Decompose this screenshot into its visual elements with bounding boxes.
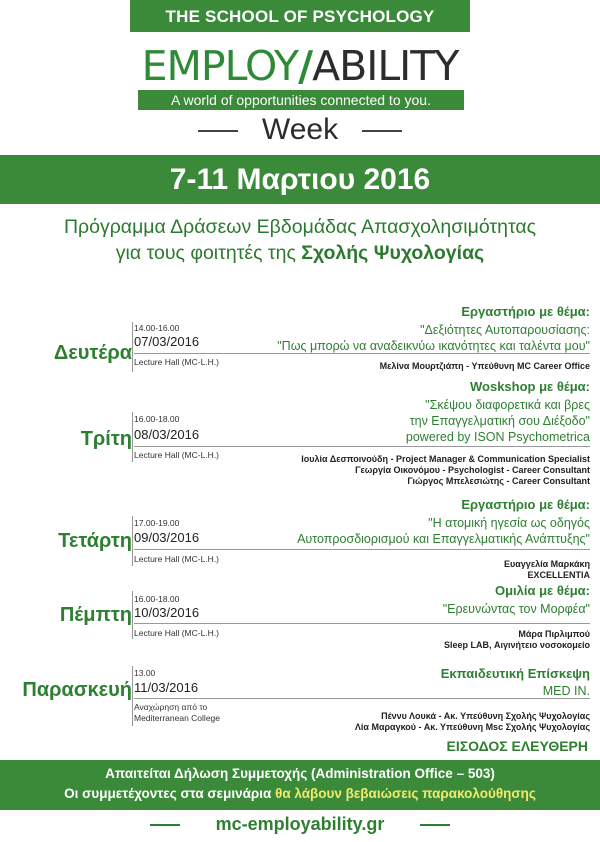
event-title-line: MED IN. <box>542 684 590 698</box>
event-details <box>297 497 590 581</box>
event-type: Εκπαιδευτική Επίσκεψη <box>440 666 590 681</box>
school-title: THE SCHOOL OF PSYCHOLOGY <box>130 0 470 32</box>
event-type: Εργαστήριο με θέμα: <box>461 304 590 319</box>
event-speaker: Γιώργος Μπελεσιώτης - Career Consultant <box>407 476 590 486</box>
event-type: Woskshop με θέμα: <box>469 379 590 394</box>
event-speaker: Sleep LAB, Αιγινήτειο νοσοκομείο <box>444 640 590 650</box>
logo-slash: / <box>298 42 313 90</box>
event-time: 16.00-18.00 <box>134 414 180 424</box>
subtitle-line2-prefix: για τους φοιτητές της <box>115 242 296 264</box>
website-row <box>0 812 600 836</box>
subtitle-line1: Πρόγραμμα Δράσεων Εβδομάδας Απασχολησιμότητας <box>63 216 537 238</box>
event-date: 10/03/2016 <box>134 605 200 620</box>
event-speaker: Ιουλία Δεσποινούδη - Project Manager & Communication Specialist <box>301 454 590 464</box>
event-venue: Lecture Hall (MC-L.H.) <box>134 450 220 460</box>
event-day: Παρασκευή <box>22 679 132 701</box>
event-speaker: EXCELLENTIA <box>527 570 590 580</box>
event-venue: Lecture Hall (MC-L.H.) <box>134 554 220 564</box>
event-title-line: powered by ISON Psychometrica <box>405 430 590 444</box>
event-speaker: Λία Μαραγκού - Ακ. Υπεύθυνη Msc Σχολής Ψυχολογίας <box>354 722 590 732</box>
dash-right <box>420 824 450 826</box>
event-time: 14.00-16.00 <box>134 323 180 333</box>
week-label: Week <box>261 113 339 146</box>
event-details <box>301 379 590 487</box>
divider <box>132 412 133 462</box>
registration-banner <box>0 760 600 810</box>
divider <box>132 516 133 566</box>
logo-ability: ABILITY <box>312 42 459 90</box>
event-title-line: Αυτοπροσδιορισμού και Επαγγελματικής Ανάπτυξης" <box>297 532 590 546</box>
event-type: Εργαστήριο με θέμα: <box>461 497 590 512</box>
event-details <box>277 304 590 372</box>
subtitle-line2-bold: Σχολής Ψυχολογίας <box>301 242 485 264</box>
event-time: 17.00-19.00 <box>134 518 180 528</box>
event-date: 09/03/2016 <box>134 530 200 545</box>
certificate-prefix: Οι συμμετέχοντες στα σεμινάρια <box>64 786 272 801</box>
employability-logo <box>130 44 470 88</box>
free-entry: ΕΙΣΟΔΟΣ ΕΛΕΥΘΕΡΗ <box>446 738 588 754</box>
event-title-line: την Επαγγελματική σου Διέξοδο" <box>409 414 590 428</box>
event-type: Ομιλία με θέμα: <box>494 583 590 598</box>
event-details <box>443 583 590 651</box>
divider <box>132 322 133 372</box>
certificate-line <box>0 784 600 804</box>
event-venue: Αναχώρηση από το Mediterranean College <box>134 702 220 723</box>
certificate-highlight: θα λάβουν βεβαιώσεις παρακολούθησης <box>275 786 536 801</box>
tagline: A world of opportunities connected to you. <box>138 90 464 110</box>
event-speaker: Μελίνα Μουρτζιάπη - Υπεύθυνη MC Career Office <box>379 361 590 371</box>
event-day: Πέμπτη <box>59 604 132 626</box>
event-venue: Lecture Hall (MC-L.H.) <box>134 357 220 367</box>
week-row <box>190 114 410 146</box>
event-title-line: "Ερευνώντας τον Μορφέα" <box>442 602 590 616</box>
event-title-line: "Η ατομική ηγεσία ως οδηγός <box>428 516 590 530</box>
registration-line: Απαιτείται Δήλωση Συμμετοχής (Administration Office – 503) <box>105 766 495 781</box>
event-time: 16.00-18.00 <box>134 594 180 604</box>
event-title-line: "Δεξιότητες Αυτοπαρουσίασης: <box>420 323 590 337</box>
event-speaker: Γεωργία Οικονόμου - Psychologist - Career Consultant <box>355 465 590 475</box>
event-venue: Lecture Hall (MC-L.H.) <box>134 628 220 638</box>
event-speaker: Πέννυ Λουκά - Ακ. Υπεύθυνη Σχολής Ψυχολογίας <box>381 711 590 721</box>
event-time: 13.00 <box>134 668 156 678</box>
event-day: Τρίτη <box>80 428 132 450</box>
event-date: 11/03/2016 <box>134 680 199 695</box>
divider <box>132 591 133 639</box>
dates-banner: 7-11 Μαρτιου 2016 <box>0 155 600 204</box>
event-date: 07/03/2016 <box>134 334 200 349</box>
event-speaker: Μάρα Πιρλιμπού <box>518 629 590 639</box>
program-subtitle <box>0 206 600 280</box>
event-title-line: "Σκέψου διαφορετικά και βρες <box>425 398 590 412</box>
event-details <box>355 666 590 733</box>
website-link[interactable]: mc-employability.gr <box>215 814 385 834</box>
divider <box>132 666 133 726</box>
event-day: Τετάρτη <box>58 530 132 552</box>
event-day: Δευτέρα <box>53 342 132 364</box>
event-date: 08/03/2016 <box>134 427 200 442</box>
dash-right <box>362 130 402 132</box>
event-title-line: "Πως μπορώ να αναδεικνύω ικανότητες και ταλέντα μου" <box>277 339 590 353</box>
event-speaker: Ευαγγελία Μαρκάκη <box>504 559 590 569</box>
subtitle-line2 <box>0 240 600 266</box>
logo-employ: EMPLOY <box>141 42 299 90</box>
